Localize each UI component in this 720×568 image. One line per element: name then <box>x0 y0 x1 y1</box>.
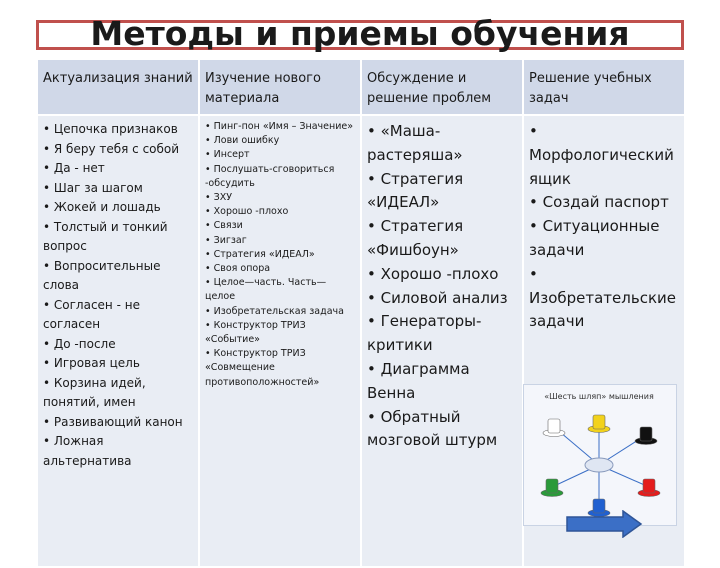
list-item: • Согласен - не согласен <box>43 297 140 331</box>
list-item: • Хорошо -плохо <box>205 206 289 218</box>
list-item: • Пинг-пон «Имя – Значение» <box>205 121 354 132</box>
list-item: • Изобретательская задача <box>205 305 344 317</box>
yellow-hat-icon <box>588 415 610 433</box>
list-item: • Диаграмма Венна <box>367 359 470 402</box>
header-cell: Решение учебных задач <box>523 59 685 115</box>
list-item: • До -после <box>43 336 116 351</box>
list-item: • Обратный мозговой штурм <box>367 407 498 450</box>
list-item: • Корзина идей, понятий, имен <box>43 375 146 409</box>
column-new-material <box>199 115 361 567</box>
list-item: • Лови ошибку <box>205 135 280 147</box>
list-item: • Хорошо -плохо <box>367 264 499 283</box>
header-cell: Обсуждение и решение проблем <box>361 59 523 115</box>
list-item: • Морфологический ящик <box>529 122 674 188</box>
black-hat-icon <box>635 427 657 445</box>
list-item: • Ситуационные задачи <box>529 217 660 259</box>
list-item: • Послушать-сговориться -обсудить <box>205 163 335 189</box>
white-hat-icon <box>543 419 565 437</box>
list-item: • Стратегия «Фишбоун» <box>367 217 464 259</box>
list-item: • Связи <box>205 220 243 232</box>
slide-title: Методы и приемы обучения <box>90 14 630 53</box>
list-item: • Изобретательские задачи <box>529 264 676 331</box>
list-item: • Ложная альтернатива <box>43 434 132 468</box>
column-actualization <box>37 115 199 567</box>
table-header-row <box>37 59 685 115</box>
methods-table <box>36 58 686 568</box>
center-node <box>585 458 613 472</box>
list-item: • Толстый и тонкий вопрос <box>43 219 168 253</box>
list-item: • Игровая цель <box>43 356 140 370</box>
header-cell: Изучение нового материала <box>199 59 361 115</box>
list-item: • Силовой анализ <box>367 288 508 307</box>
column-learning-tasks <box>523 115 685 567</box>
list-item: • Своя опора <box>205 263 271 275</box>
list-item: • Да - нет <box>43 161 105 175</box>
list-item: • Генераторы-критики <box>367 312 482 355</box>
header-cell: Актуализация знаний <box>37 59 199 115</box>
list-item: • Инсерт <box>205 149 250 161</box>
list-item: • Целое—часть. Часть—целое <box>205 277 327 303</box>
column-problem-discussion <box>361 115 523 567</box>
list-item: • Конструктор ТРИЗ «Событие» <box>205 319 306 346</box>
list-item: • Конструктор ТРИЗ «Совмещение противоположностей» <box>205 348 320 388</box>
list-item: • Стратегия «ИДЕАЛ» <box>205 248 315 260</box>
list-item: • Зигзаг <box>205 234 247 246</box>
list-item: • Шаг за шагом <box>43 180 143 195</box>
list-item: • Развивающий канон <box>43 414 183 429</box>
red-hat-icon <box>638 479 660 497</box>
image-caption: «Шесть шляп» мышления <box>544 392 654 402</box>
six-hats-diagram <box>524 385 674 523</box>
list-item: • Я беру тебя с собой <box>43 141 180 156</box>
list-item: • ЗХУ <box>205 192 233 204</box>
list-item: • Стратегия «ИДЕАЛ» <box>367 169 464 212</box>
list-item: • Вопросительные слова <box>43 258 161 292</box>
table-row <box>37 115 685 567</box>
list-item: • Жокей и лошадь <box>43 200 161 214</box>
list-item: • Цепочка признаков <box>43 122 178 136</box>
next-arrow-icon[interactable] <box>565 510 643 538</box>
list-item: • «Маша-растеряша» <box>367 122 463 164</box>
green-hat-icon <box>541 479 563 497</box>
six-hats-image <box>523 384 677 526</box>
list-item: • Создай паспорт <box>529 193 669 212</box>
